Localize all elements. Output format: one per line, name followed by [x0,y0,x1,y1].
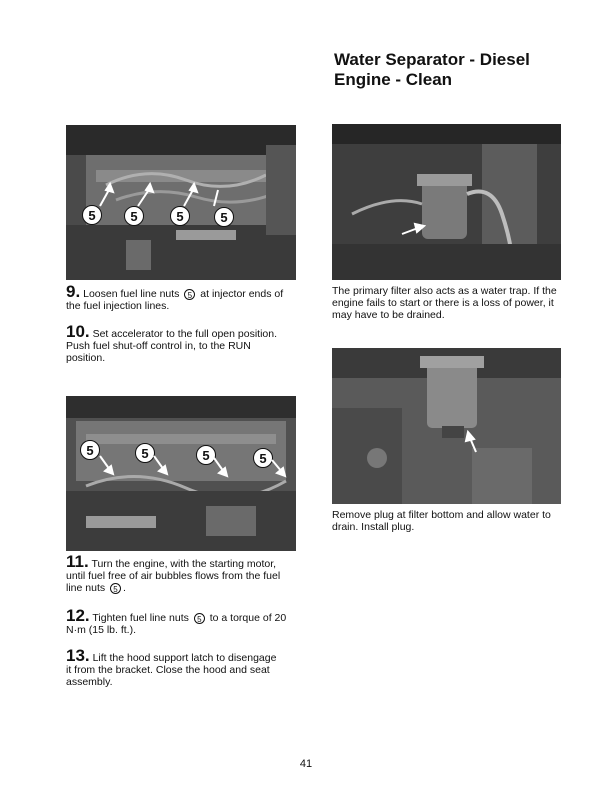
step-text: Tighten fuel line nuts [92,612,189,624]
engine-photo-image [332,348,561,504]
callout-5-g: 5 [196,445,216,465]
callout-5-f: 5 [135,443,155,463]
callout-5-h: 5 [253,448,273,468]
arrow-icon [400,222,426,238]
page-number: 41 [299,758,313,770]
photo-filter-drain-plug [332,348,561,504]
step-number: 11. [66,552,89,571]
arrow-icon [90,182,220,208]
step-11 [66,552,290,594]
section-title: Water Separator - Diesel Engine - Clean [334,50,530,89]
step-text: Lift the hood support latch to disengage it from the bracket. Close the hood and seat assembly. [66,652,277,688]
step-number: 9. [66,282,81,301]
photo-water-separator [332,124,561,280]
caption-remove-plug: Remove plug at filter bottom and allow water to drain. Install plug. [332,509,551,533]
step-10 [66,322,290,364]
step-13 [66,646,282,688]
callout-5-d: 5 [214,207,234,227]
step-text: Set accelerator to the full open position. Push fuel shut-off control in, to the RUN position. [66,328,278,364]
step-text: . [123,582,126,594]
step-text: to a torque of 20 N·m (15 lb. ft.). [66,612,287,636]
callout-5-a: 5 [82,205,102,225]
step-number: 13. [66,646,90,665]
callout-5-c: 5 [170,206,190,226]
callout-5-b: 5 [124,206,144,226]
step-9 [66,282,286,312]
step-text: Turn the engine, with the starting motor, until fuel free of air bubbles flows from the fuel line nuts [66,558,281,594]
step-text: Loosen fuel line nuts [83,288,180,300]
reference-callout: 5 [184,289,195,300]
reference-callout: 5 [194,613,205,624]
engine-photo-image [332,124,561,280]
caption-primary-filter: The primary filter also acts as a water trap. If the engine fails to start or there is a loss of power, it may have to be drained. [332,285,557,321]
step-number: 12. [66,606,90,625]
arrow-icon [462,430,482,454]
step-number: 10. [66,322,90,341]
reference-callout: 5 [110,583,121,594]
callout-5-e: 5 [80,440,100,460]
step-text: at injector ends of the fuel injection lines. [66,288,284,312]
step-12 [66,606,290,636]
arrow-icon [96,452,296,478]
